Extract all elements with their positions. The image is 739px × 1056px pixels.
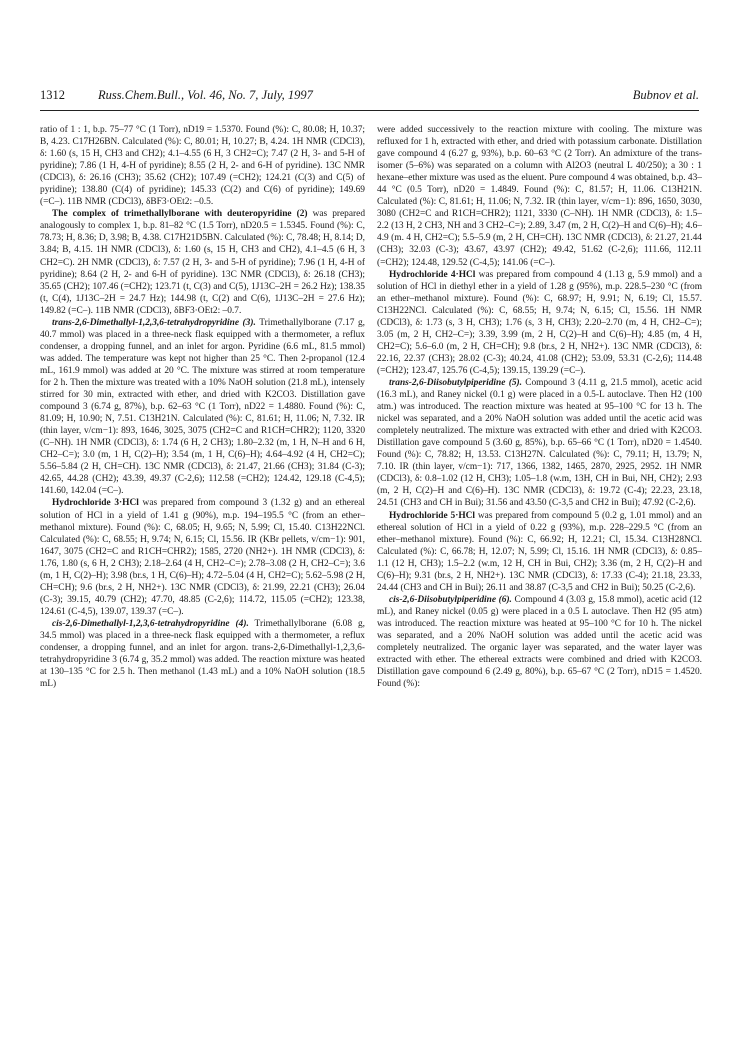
body-hydrochloride-5: was prepared from compound 5 (0.2 g, 1.01 mmol) and an ethereal solution of HCl in a yield of 0.22 g (93%), m.p. 228–229.5 °C (from an ether–methanol mixture). Found (%): C, 66.92; H, 12.21; Cl, 15.34. C13H28NCl. Calculated (%): C, 66.78; H, 12.07; N, 5.99; Cl, 15.16. 1H NMR (CDCl3), δ: 0.85–1.1 (12 H, CH3); 1.5–2.2 (w.m, 12 H, CH in Bui, CH2); 3.36 (m, 2 H, C(2)–H and C(6)–H); 9.31 (br.s, 2 H, NH2+). 13C NMR (CDCl3), δ: 17.33 (C-4); 21.18, 23.33, 24.44 (CH3 and CH in Bui); 26.11 and 38.87 (C-3,5 and CH2 in Bui); 50.25 (C-2,6). <box>377 510 702 593</box>
body-complex-2: was prepared analogously to complex 1, b.p. 81–82 °C (1.5 Torr), nD20.5 = 1.5345. Found (%): C, 78.73; H, 8.36; D, 3.98; B, 4.38. C17H21D5BN. Calculated (%): C, 78.48; H, 8.14; D, 3.84; B, 4.15. 1H NMR (CDCl3), δ: 1.60 (s, 15 H, CH3 and CH2), 4.1–4.5 (6 H, 3 CH2=C). 2H NMR (CDCl3), δ: 7.57 (2 H, 3- and 5-H of pyridine); 7.96 (1 H, 4-H of pyridine); 8.64 (2 H, 2- and 6-H of pyridine). 13C NMR (CDCl3), δ: 26.18 (CH3); 35.65 (CH2); 107.46 (=CH2); 123.71 (t, C(3) and C(5), 1J13C–2H = 26.2 Hz); 138.35 (t, C(4), 1J13C–2H = 24.7 Hz); 144.98 (t, C(2) and C(6), 1J13C–2H = 27.6 Hz); 149.82 (=C–). 11B NMR (CDCl3), δBF3·OEt2: –0.7. <box>40 209 366 316</box>
paragraph-compound-4 <box>40 618 365 690</box>
journal-citation: Russ.Chem.Bull., Vol. 46, No. 7, July, 1997 <box>98 88 313 102</box>
body-hydrochloride-4: was prepared from compound 4 (1.13 g, 5.9 mmol) and a solution of HCl in diethyl ether in a yield of 1.28 g (95%), m.p. 228.5–230 °C (from an ether–methanol mixture). Found (%): C, 68.97; H, 9.91; N, 6.19; Cl, 15.57. C13H22NCl. Calculated (%): C, 68.55; H, 9.74; N, 6.15; Cl, 15.56. 1H NMR (CDCl3), δ: 1.73 (s, 3 H, CH3); 1.76 (s, 3 H, CH3); 2.20–2.70 (m, 4 H, CH2–C=); 3.05 (m, 2 H, CH2–C=); 3.39, 3.99 (m, 2 H, C(2)–H and C(6)–H); 4.85 (m, 4 H, CH2=C); 5.6–6.0 (m, 2 H, CH=CH); 9.8 (br.s, 2 H, NH2+). 13C NMR (CDCl3), δ: 22.16, 22.37 (CH3); 28.02 (C-3); 40.24, 41.08 (CH2); 53.09, 53.31 (C-2,6); 114.48 (=CH2); 123.47, 125.76 (C-4,5); 139.15, 139.29 (=C–). <box>377 269 702 376</box>
heading-hydrochloride-4: Hydrochloride 4·HCl <box>389 269 476 280</box>
heading-complex-2: The complex of trimethallylborane with deuteropyridine (2) <box>52 209 308 220</box>
paragraph-complex-2 <box>40 208 365 316</box>
heading-hydrochloride-3: Hydrochloride 3·HCl <box>52 498 139 509</box>
paragraph-hydrochloride-4 <box>377 269 702 377</box>
left-column <box>40 124 365 690</box>
paragraph-compound-3 <box>40 317 365 498</box>
paragraph-compound-6 <box>377 594 702 690</box>
right-column <box>377 124 702 690</box>
body-compound-6: Compound 4 (3.03 g, 15.8 mmol), acetic acid (12 mL), and Raney nickel (0.05 g) were placed in a 0.5 L autoclave. Then H2 (95 atm) was introduced. The reaction mixture was heated at 95–100 °C for 10 h. The nickel was separated, and a 20% NaOH solution was added until the acetic acid was completely neutralized. The organic layer was separated, and the water layer was extracted with ether. The ethereal extracts were combined and dried with K2CO3. Distillation gave compound 6 (2.49 g, 80%), b.p. 65–67 °C (2 Torr), nD15 = 1.4520. Found (%): <box>377 594 702 690</box>
running-header <box>40 84 699 111</box>
heading-compound-6: cis-2,6-Diisobutylpiperidine (6). <box>389 594 512 605</box>
heading-compound-3: trans-2,6-Dimethallyl-1,2,3,6-tetrahydropyridine (3). <box>52 317 256 328</box>
page-number: 1312 <box>40 88 65 102</box>
body-hydrochloride-3: was prepared from compound 3 (1.32 g) and an ethereal solution of HCl in a yield of 1.41 g (90%), m.p. 194–195.5 °C (from an ether–methanol mixture). Found (%): C, 68.05; H, 9.65; N, 5.99; Cl, 15.40. C13H22NCl. Calculated (%): C, 68.55; H, 9.74; N, 6.15; Cl, 15.56. IR (KBr pellets, v/cm−1): 901, 1647, 3075 (CH2=C and R1CH=CHR2); 1585, 2720 (NH2+). 1H NMR (CDCl3), δ: 1.76, 1.80 (s, 6 H, 2 CH3); 2.18–2.64 (4 H, CH2–C=); 2.78–3.08 (2 H, CH2–C=); 3.6 (m, 1 H, C(2)–H); 3.98 (br.s, 1 H, C(6)–H); 4.72–5.04 (4 H, CH2=C); 5.62–5.98 (2 H, CH=CH); 9.6 (br.s, 2 H, NH2+). 13C NMR (CDCl3), δ: 21.99, 22.21 (CH3); 26.04 (C-3); 39.15, 40.79 (CH2); 47.70, 48.85 (C-2,6); 114.72, 115.05 (=CH2); 123.38, 124.61 (C-4,5), 139.07, 139.37 (=C–). <box>40 498 365 617</box>
body-compound-4: Trimethallylborane (6.08 g, 34.5 mmol) was placed in a three-neck flask equipped with a thermometer, a reflux condenser, a dropping funnel, and an inlet for argon. trans-2,6-Dimethallyl-1,2,3,6-tetrahydropyridine 3 (6.74 g, 35.2 mmol) was added. The reaction mixture was heated at 130–135 °C for 2.5 h. Then methanol (1.43 mL) and a 10% NaOH solution (18.5 mL) <box>40 618 365 690</box>
paragraph-hydrochloride-5 <box>377 510 702 594</box>
running-authors: Bubnov et al. <box>632 88 699 102</box>
heading-compound-5: trans-2,6-Diisobutylpiperidine (5). <box>389 377 522 388</box>
paragraph-complex-1-data: ratio of 1 : 1, b.p. 75–77 °C (1 Torr), nD19 = 1.5370. Found (%): C, 80.08; H, 10.37; B, 4.23. C17H26BN. Calculated (%): C, 80.01; H, 10.27; B, 4.24. 1H NMR (CDCl3), δ: 1.60 (s, 15 H, CH3 and CH2); 4.1–4.55 (6 H, 3 CH2=C); 7.47 (2 H, 3- and 5-H of pyridine); 7.86 (1 H, 4-H of pyridine); 8.55 (2 H, 2- and 6-H of pyridine). 13C NMR (CDCl3), δ: 26.16 (CH3); 35.62 (CH2); 107.49 (=CH2); 124.21 (C(3) and C(5) of pyridine); 138.80 (C(4) of pyridine); 145.33 (C(2) and C(6) of pyridine); 149.69 (=C–). 11B NMR (CDCl3), δBF3·OEt2: –0.5. <box>40 125 365 208</box>
paragraph-hydrochloride-3 <box>40 497 365 617</box>
paragraph-compound-5 <box>377 377 702 510</box>
heading-hydrochloride-5: Hydrochloride 5·HCl <box>389 510 476 521</box>
body-compound-5: Compound 3 (4.11 g, 21.5 mmol), acetic acid (16.3 mL), and Raney nickel (0.1 g) were placed in a 0.5-L autoclave. Then H2 (100 atm.) was introduced. The reaction mixture was heated at 95–100 °C for 13 h. The nickel was separated, and a 20% NaOH solution was added until the acetic acid was completely neutralized. The mixture was extracted with ether and dried with K2CO3. Distillation gave compound 5 (3.60 g, 85%), b.p. 65–66 °C (1 Torr), nD20 = 1.4540. Found (%): C, 78.82; H, 13.53. C13H27N. Calculated (%): C, 79.11; H, 13.79; N, 7.10. IR (thin layer, v/cm−1): 717, 1366, 1382, 1465, 2870, 2925, 2952. 1H NMR (CDCl3), δ: 0.8–1.02 (12 H, CH3); 1.05–1.8 (w.m, 13H, CH in Bui, NH, CH2); 2.93 (m, 2 H, C(2)–H and C(6)–H). 13C NMR (CDCl3), δ: 19.72 (C-4); 22.23, 23.18, 24.51 (CH3 and CH in Bui); 31.56 and 43.50 (C-3,5 and CH2 in Bui); 47.92 (C-2,6). <box>377 377 702 509</box>
heading-compound-4: cis-2,6-Dimethallyl-1,2,3,6-tetrahydropyridine (4). <box>52 618 249 629</box>
body-compound-3: Trimethallylborane (7.17 g, 40.7 mmol) was placed in a three-neck flask equipped with a thermometer, a reflux condenser, a dropping funnel, and an inlet for argon. Pyridine (6.6 mL, 81.5 mmol) was added. The temperature was kept not higher than 25 °C. Then 2-propanol (12.4 mL, 161.9 mmol) was added at 20 °C. The mixture was stirred at room temperature for 2 h. Then the mixture was treated with a 10% NaOH solution (21.8 mL), intensely stirred for 30 min, extracted with ether, and dried with K2CO3. Distillation gave compound 3 (6.74 g, 87%), b.p. 62–63 °C (1 Torr), nD22 = 1.4880. Found (%): C, 81.09; H, 10.90; N, 7.51. C13H21N. Calculated (%): C, 81.61; H, 11.06; N, 7.32. IR (thin layer, v/cm−1): 893, 1646, 3025, 3075 (CH2=C and R1CH=CHR2); 1120, 3320 (C–NH). 1H NMR (CDCl3), δ: 1.74 (6 H, 2 CH3); 1.80–2.32 (m, 1 H, N–H and 6 H, CH2–C=); 3.0 (m, 1 H, C(2)–H); 3.54 (m, 1 H, C(6)–H); 4.64–4.92 (4 H, CH2=C); 5.56–5.84 (2 H, CH=CH). 13C NMR (CDCl3), δ: 21.47, 21.66 (CH3); 31.84 (C-3); 42.65, 44.28 (CH2); 43.39, 49.37 (C-2,6); 112.58 (=CH2); 124.42, 129.18 (C-4,5); 141.60, 142.04 (=C–). <box>40 317 365 497</box>
paragraph-compound-4-continued: were added successively to the reaction mixture with cooling. The mixture was refluxed for 1 h, extracted with ether, and dried with potassium carbonate. Distillation gave compound 4 (6.27 g, 93%), b.p. 60–63 °C (2 Torr). An admixture of the trans-isomer (5–6%) was separated on a column with Al2O3 (neutral L 40/250); a 30 : 1 hexane–ether mixture was used as the eluent. Pure compound 4 was obtained, b.p. 43–44 °C (0.5 Torr), nD20 = 1.4849. Found (%): C, 81.57; H, 11.06. C13H21N. Calculated (%): C, 81.61; H, 11.06; N, 7.32. IR (thin layer, v/cm−1): 896, 1650, 3030, 3080 (CH2=C and R1CH=CHR2); 1121, 3330 (C–NH). 1H NMR (CDCl3), δ: 1.5–2.2 (13 H, 2 CH3, NH and 3 CH2–C=); 2.89, 3.47 (m, 2 H, C(2)–H and C(6)–H); 4.6–4.9 (m. 4 H, CH2=C); 5.5–5.9 (m, 2 H, CH=CH). 13C NMR (CDCl3), δ: 21.27, 21.44 (CH3); 32.03 (C-3); 43.67, 43.97 (CH2); 49.42, 51.62 (C-2,6); 111.66, 112.11 (=CH2); 124.48, 129.52 (C-4,5); 141.06 (=C–). <box>377 125 702 268</box>
